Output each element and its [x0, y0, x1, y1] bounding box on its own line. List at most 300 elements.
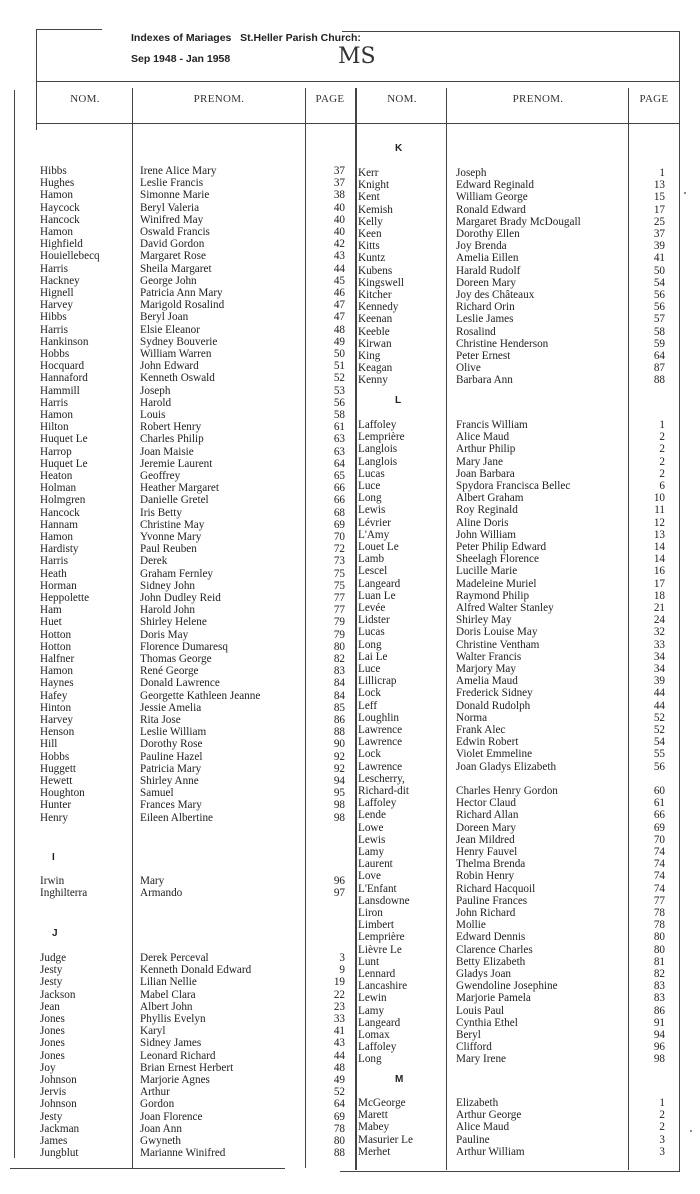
entry-surname: Lévrier — [358, 516, 391, 529]
entry-forenames: Harold — [140, 396, 172, 409]
entry-page: 78 — [333, 1122, 345, 1135]
entry-surname: Langlois — [358, 443, 398, 456]
entry-forenames: Edward Dennis — [456, 931, 526, 944]
entry-surname: Hamon — [40, 409, 73, 421]
entry-forenames: Walter Francis — [456, 650, 522, 663]
entry-page: 58 — [653, 325, 665, 338]
entry-forenames: Albert Graham — [456, 492, 524, 505]
entry-surname: Kingswell — [358, 276, 404, 289]
entry-forenames: Danielle Gretel — [140, 494, 209, 507]
entry-page: 83 — [653, 992, 665, 1005]
entry-surname: Lewis — [358, 504, 386, 517]
entry-forenames: Jessie Amelia — [140, 701, 202, 714]
entry-forenames: Richard Hacquoil — [456, 882, 536, 895]
outer-left — [14, 90, 15, 1158]
entry-page: 10 — [653, 492, 665, 505]
entry-forenames: Robin Henry — [456, 870, 515, 883]
entry-surname: Jones — [40, 1037, 65, 1050]
entry-forenames: Thomas George — [140, 653, 212, 665]
entry-page: 82 — [653, 968, 665, 980]
entry-forenames: Joan Barbara — [456, 467, 515, 480]
entry-page: 92 — [333, 762, 345, 775]
entry-forenames: Joan Gladys Elizabeth — [456, 760, 557, 773]
entry-page: 42 — [333, 238, 345, 251]
entry-surname: Hewett — [40, 775, 73, 787]
entry-page: 13 — [653, 528, 665, 541]
entry-surname: Heath — [40, 567, 67, 580]
entry-surname: Kelly — [358, 215, 383, 228]
entry-surname: Keagan — [358, 362, 393, 375]
entry-surname: Jones — [40, 1049, 65, 1062]
entry-forenames: Charles Henry Gordon — [456, 785, 558, 797]
entry-surname: Hammill — [40, 384, 80, 397]
entry-surname: Luce — [358, 663, 381, 675]
entry-surname: Kennedy — [358, 301, 399, 314]
entry-surname: Holmgren — [40, 494, 86, 507]
entry-page: 55 — [653, 748, 665, 761]
entry-forenames: Frederick Sidney — [456, 687, 533, 700]
entry-page: 52 — [653, 711, 665, 724]
entry-surname: James — [40, 1135, 68, 1147]
entry-forenames: Albert John — [140, 1000, 193, 1013]
entry-forenames: Simonne Marie — [140, 189, 210, 202]
entry-forenames: Arthur William — [456, 1145, 525, 1158]
entry-surname: Harrop — [40, 445, 72, 458]
entry-forenames: Edwin Robert — [456, 736, 519, 749]
entry-surname: Jesty — [40, 976, 63, 989]
entry-surname: Heaton — [40, 470, 73, 482]
entry-forenames: Richard Allan — [456, 809, 519, 822]
entry-page: 38 — [333, 189, 345, 202]
entry-surname: Lewin — [358, 992, 387, 1005]
entry-forenames: Sheila Margaret — [140, 262, 212, 275]
col-header-page-right: PAGE — [639, 93, 669, 105]
entry-surname: Lemprière — [358, 931, 405, 944]
section-letter: I — [52, 852, 55, 863]
entry-page: 64 — [653, 350, 665, 362]
entry-page: 74 — [653, 846, 665, 858]
entry-forenames: Leslie Francis — [140, 177, 204, 190]
entry-page: 64 — [333, 1098, 345, 1111]
entry-surname: Lock — [358, 687, 381, 700]
entry-surname: Jackson — [40, 988, 76, 1001]
entry-surname: Hocquard — [40, 360, 85, 373]
entry-page: 41 — [653, 252, 665, 265]
entry-forenames: David Gordon — [140, 238, 205, 251]
entry-page: 66 — [333, 494, 345, 507]
entry-page: 25 — [653, 215, 665, 228]
entry-page: 66 — [333, 482, 345, 495]
entry-page: 14 — [653, 541, 665, 553]
entry-surname: Kitcher — [358, 289, 392, 301]
entry-forenames: Peter Ernest — [456, 350, 511, 362]
entry-forenames: Karyl — [140, 1025, 166, 1038]
entry-page: 59 — [653, 337, 665, 350]
entry-forenames: Shirley Anne — [140, 775, 199, 787]
entry-surname: Hackney — [40, 274, 80, 287]
entry-surname: Hancock — [40, 506, 80, 519]
entry-surname: Irwin — [40, 875, 65, 887]
entry-page: 77 — [333, 592, 345, 604]
entry-surname: Halfner — [40, 653, 75, 665]
entry-page: 88 — [333, 1147, 345, 1160]
entry-forenames: Amelia Eillen — [456, 252, 519, 265]
entry-forenames: Marigold Rosalind — [140, 299, 225, 312]
entry-surname: Laffoley — [358, 1041, 397, 1054]
entry-page: 81 — [653, 955, 665, 968]
entry-page: 88 — [653, 374, 665, 387]
entry-forenames: Rosalind — [456, 325, 496, 338]
entry-surname: Merhet — [358, 1145, 391, 1158]
entry-page: 23 — [333, 1000, 345, 1013]
entry-forenames: Gwendoline Josephine — [456, 980, 558, 993]
entry-surname: Houghton — [40, 787, 85, 800]
entry-forenames: Alice Maud — [456, 1121, 510, 1134]
entry-surname: Kemish — [358, 203, 393, 216]
entry-surname: Kent — [358, 191, 380, 204]
entry-surname: Harris — [40, 396, 68, 409]
entry-page: 44 — [653, 699, 665, 712]
entry-forenames: Dorothy Ellen — [456, 228, 520, 240]
entry-surname: Hancock — [40, 213, 80, 226]
entry-forenames: Raymond Philip — [456, 589, 530, 602]
entry-surname: Heppolette — [40, 592, 90, 604]
entry-forenames: Iris Betty — [140, 506, 182, 519]
entry-page: 64 — [333, 457, 345, 470]
entry-forenames: Beryl — [456, 1029, 481, 1041]
entry-forenames: Beryl Joan — [140, 311, 189, 324]
entry-surname: Knight — [358, 179, 390, 192]
entry-forenames: John Dudley Reid — [140, 592, 221, 604]
entry-forenames: Gladys Joan — [456, 968, 511, 980]
entry-page: 80 — [653, 931, 665, 944]
entry-surname: Keeble — [358, 325, 390, 338]
entry-page: 2 — [659, 443, 665, 456]
speck — [690, 1130, 692, 1132]
entry-forenames: Ronald Edward — [456, 203, 526, 216]
entry-forenames: Harold John — [140, 604, 195, 617]
entry-forenames: Doreen Mary — [456, 821, 516, 834]
entry-forenames: Alfred Walter Stanley — [456, 602, 554, 614]
entry-page: 37 — [653, 228, 665, 240]
entry-page: 96 — [333, 875, 345, 887]
entry-surname: Lièvre Le — [358, 943, 402, 956]
entry-surname: Johnson — [40, 1074, 77, 1086]
entry-surname: Haycock — [40, 201, 80, 214]
entry-forenames: Arthur George — [456, 1109, 522, 1122]
entry-page: 69 — [333, 1110, 345, 1123]
entry-forenames: John William — [456, 528, 516, 541]
entry-forenames: Norma — [456, 711, 488, 724]
entry-page: 1 — [659, 167, 665, 179]
entry-surname: Hamon — [40, 226, 73, 238]
entry-forenames: Mollie — [456, 919, 486, 932]
entry-surname: Lock — [358, 748, 381, 761]
entry-page: 17 — [653, 577, 665, 590]
entry-page: 56 — [653, 289, 665, 301]
entry-forenames: Dorothy Rose — [140, 738, 203, 751]
entry-surname: Jean — [40, 1000, 60, 1013]
entry-page: 19 — [333, 976, 345, 989]
entry-surname: Jones — [40, 1013, 65, 1025]
entry-forenames: William George — [456, 191, 528, 204]
entry-surname: Holman — [40, 482, 77, 495]
entry-forenames: Christine May — [140, 518, 205, 531]
entry-surname: Lucas — [358, 467, 385, 480]
entry-page: 57 — [653, 313, 665, 326]
entry-surname: Lawrence — [358, 736, 403, 749]
entry-surname: Lende — [358, 809, 386, 822]
entry-surname: Luan Le — [358, 589, 396, 602]
entry-forenames: Doris May — [140, 628, 189, 641]
entry-page: 74 — [653, 882, 665, 895]
entry-surname: Jones — [40, 1025, 65, 1038]
entry-forenames: Samuel — [140, 787, 174, 800]
speck — [684, 192, 686, 194]
entry-forenames: Mary Irene — [456, 1053, 507, 1066]
entry-forenames: Derek — [140, 555, 168, 568]
entry-surname: Mabey — [358, 1121, 390, 1134]
entry-forenames: Pauline — [456, 1133, 490, 1146]
entry-forenames: Madeleine Muriel — [456, 577, 537, 590]
entry-page: 83 — [653, 980, 665, 993]
entry-surname: Kubens — [358, 264, 393, 277]
entry-forenames: Kenneth Donald Edward — [140, 964, 252, 977]
entry-page: 94 — [653, 1029, 665, 1041]
entry-page: 78 — [653, 907, 665, 919]
entry-page: 2 — [659, 1109, 665, 1122]
entry-forenames: Pauline Hazel — [140, 750, 203, 763]
entry-page: 68 — [333, 506, 345, 519]
entry-forenames: Clifford — [456, 1041, 492, 1054]
document-date-range: Sep 1948 - Jan 1958 — [131, 53, 231, 65]
entry-surname: Johnson — [40, 1098, 77, 1111]
entry-forenames: Leslie William — [140, 726, 207, 739]
entry-surname: Hibbs — [40, 311, 67, 324]
entry-page: 52 — [333, 372, 345, 385]
entry-page: 69 — [333, 518, 345, 531]
entry-forenames: Joy des Châteaux — [456, 289, 535, 301]
entry-page: 40 — [333, 201, 345, 214]
entry-forenames: Doris Louise May — [456, 626, 538, 639]
entry-forenames: Joan Maisie — [140, 445, 194, 458]
header-divider — [36, 81, 679, 82]
entry-page: 43 — [333, 250, 345, 263]
entry-surname: Hamon — [40, 189, 73, 202]
entry-page: 54 — [653, 276, 665, 289]
entry-page: 87 — [653, 362, 665, 375]
entry-page: 2 — [659, 431, 665, 444]
col-header-page-left: PAGE — [315, 93, 345, 105]
entry-forenames: Violet Emmeline — [456, 748, 533, 761]
entry-forenames: Marjorie Agnes — [140, 1074, 210, 1086]
entry-page: 72 — [333, 543, 345, 556]
entry-forenames: Leslie James — [456, 313, 514, 326]
entry-surname: Long — [358, 638, 382, 651]
entry-page: 6 — [659, 480, 665, 492]
entry-forenames: Marianne Winifred — [140, 1147, 226, 1160]
entry-page: 56 — [653, 301, 665, 314]
entry-surname: Lawrence — [358, 724, 403, 736]
entry-page: 98 — [333, 811, 345, 824]
entry-surname: Kirwan — [358, 337, 392, 350]
entry-surname: Limbert — [358, 919, 395, 932]
entry-page: 70 — [653, 833, 665, 846]
entry-page: 44 — [653, 687, 665, 700]
entry-page: 2 — [659, 1121, 665, 1134]
entry-surname: Hankinson — [40, 335, 89, 348]
entry-forenames: Mary — [140, 875, 165, 887]
entry-forenames: Margaret Brady McDougall — [456, 215, 581, 228]
entry-forenames: Patricia Ann Mary — [140, 287, 223, 299]
entry-forenames: Paul Reuben — [140, 543, 197, 556]
entry-surname: Liron — [358, 907, 383, 919]
entry-forenames: Mary Jane — [456, 455, 503, 468]
entry-forenames: Armando — [140, 887, 183, 900]
entry-page: 15 — [653, 191, 665, 204]
entry-forenames: Olive — [456, 362, 481, 375]
entry-surname: Jervis — [40, 1086, 67, 1099]
entry-surname: Huquet Le — [40, 457, 88, 470]
entry-forenames: Francis William — [456, 419, 528, 431]
entry-forenames: Joan Florence — [140, 1110, 203, 1123]
entry-surname: Lemprière — [358, 431, 405, 444]
entry-page: 52 — [333, 1086, 345, 1099]
entry-page: 3 — [659, 1133, 665, 1146]
entry-page: 54 — [653, 736, 665, 749]
entry-surname: Harris — [40, 555, 68, 568]
section-letter: M — [395, 1074, 404, 1085]
entry-forenames: Florence Dumaresq — [140, 640, 228, 653]
entry-surname: Lamy — [358, 1004, 385, 1017]
entry-surname: Hilton — [40, 421, 69, 434]
entry-forenames: Leonard Richard — [140, 1049, 216, 1062]
document-title: Indexes of Mariages St.Heller Parish Church: — [131, 32, 361, 44]
entry-page: 3 — [659, 1145, 665, 1158]
entry-surname: Kenny — [358, 374, 388, 387]
entry-surname: Hotton — [40, 628, 72, 641]
frame-bottom-right — [340, 1171, 680, 1172]
entry-surname: Joy — [40, 1061, 56, 1074]
entry-forenames: Gwyneth — [140, 1135, 182, 1147]
entry-page: 50 — [333, 348, 345, 360]
entry-surname: Lucas — [358, 626, 385, 639]
entry-surname: Lamy — [358, 846, 385, 858]
entry-surname: Harvey — [40, 714, 73, 726]
entry-forenames: Donald Rudolph — [456, 699, 531, 712]
entry-forenames: Jeremie Laurent — [140, 457, 213, 470]
entry-forenames: Sydney Bouverie — [140, 335, 218, 348]
entry-surname: Huggett — [40, 762, 77, 775]
entry-surname: Highfield — [40, 238, 83, 251]
entry-page: 13 — [653, 179, 665, 192]
sep-left-nom — [132, 88, 133, 1168]
entry-forenames: George John — [140, 274, 197, 287]
entry-forenames: Oswald Francis — [140, 226, 210, 238]
entry-forenames: Hector Claud — [456, 797, 516, 810]
entry-page: 80 — [333, 1135, 345, 1147]
entry-page: 45 — [333, 274, 345, 287]
entry-surname: Leff — [358, 699, 378, 712]
entry-surname: Hafey — [40, 689, 68, 702]
entry-surname: Long — [358, 1053, 382, 1066]
entry-page: 86 — [333, 714, 345, 726]
entry-page: 82 — [333, 653, 345, 665]
entry-surname: Huquet Le — [40, 433, 88, 446]
entry-forenames: Heather Margaret — [140, 482, 219, 495]
entry-page: 14 — [653, 553, 665, 566]
entry-page: 34 — [653, 663, 665, 675]
section-letter: J — [52, 928, 58, 939]
entry-forenames: Roy Reginald — [456, 504, 518, 517]
entry-surname: Lai Le — [358, 650, 388, 663]
entry-page: 44 — [333, 262, 345, 275]
entry-surname: Laffoley — [358, 797, 397, 810]
entry-forenames: Joseph — [456, 167, 487, 179]
entry-surname: Langeard — [358, 577, 401, 590]
entry-page: 73 — [333, 555, 345, 568]
entry-forenames: Doreen Mary — [456, 276, 516, 289]
entry-page: 75 — [333, 579, 345, 592]
entry-forenames: Elizabeth — [456, 1097, 499, 1109]
entry-page: 56 — [653, 760, 665, 773]
entry-forenames: Barbara Ann — [456, 374, 513, 387]
entry-page: 69 — [653, 821, 665, 834]
entry-page: 75 — [333, 567, 345, 580]
entry-forenames: Donald Lawrence — [140, 677, 220, 690]
entry-page: 56 — [333, 396, 345, 409]
entry-forenames: Eileen Albertine — [140, 811, 214, 824]
entry-page: 58 — [333, 409, 345, 421]
entry-forenames: Mabel Clara — [140, 988, 196, 1001]
entry-surname: Lomax — [358, 1029, 390, 1041]
entry-page: 95 — [333, 787, 345, 800]
entry-surname: Langlois — [358, 455, 398, 468]
frame-left — [36, 29, 37, 130]
entry-page: 34 — [653, 650, 665, 663]
entry-page: 33 — [653, 638, 665, 651]
entry-page: 88 — [333, 726, 345, 739]
entry-page: 17 — [653, 203, 665, 216]
entry-forenames: Sheelagh Florence — [456, 553, 539, 566]
entry-surname: Lidster — [358, 614, 390, 627]
entry-surname: Lowe — [358, 821, 384, 834]
frame-bottom-left — [10, 1168, 285, 1169]
entry-page: 24 — [653, 614, 665, 627]
entry-surname: Harvey — [40, 299, 73, 312]
entry-surname: Long — [358, 492, 382, 505]
entry-page: 41 — [333, 1025, 345, 1038]
col-header-nom-right: NOM. — [387, 93, 417, 105]
entry-surname: Hobbs — [40, 348, 70, 360]
entry-forenames: René George — [140, 665, 199, 678]
entry-forenames: Arthur — [140, 1086, 170, 1099]
entry-page: 39 — [653, 240, 665, 253]
entry-forenames: Richard Orin — [456, 301, 515, 314]
entry-forenames: Christine Henderson — [456, 337, 549, 350]
entry-forenames: Elsie Eleanor — [140, 323, 200, 336]
entry-surname: Hamon — [40, 665, 73, 678]
entry-page: 52 — [653, 724, 665, 736]
entry-page: 79 — [333, 628, 345, 641]
entry-page: 74 — [653, 870, 665, 883]
entry-forenames: Marjory May — [456, 663, 516, 675]
sep-right-nom — [446, 88, 447, 1170]
entry-page: 40 — [333, 226, 345, 238]
entry-surname: Henson — [40, 726, 75, 739]
entry-forenames: Harald Rudolf — [456, 264, 521, 277]
entry-forenames: Sidney James — [140, 1037, 202, 1050]
